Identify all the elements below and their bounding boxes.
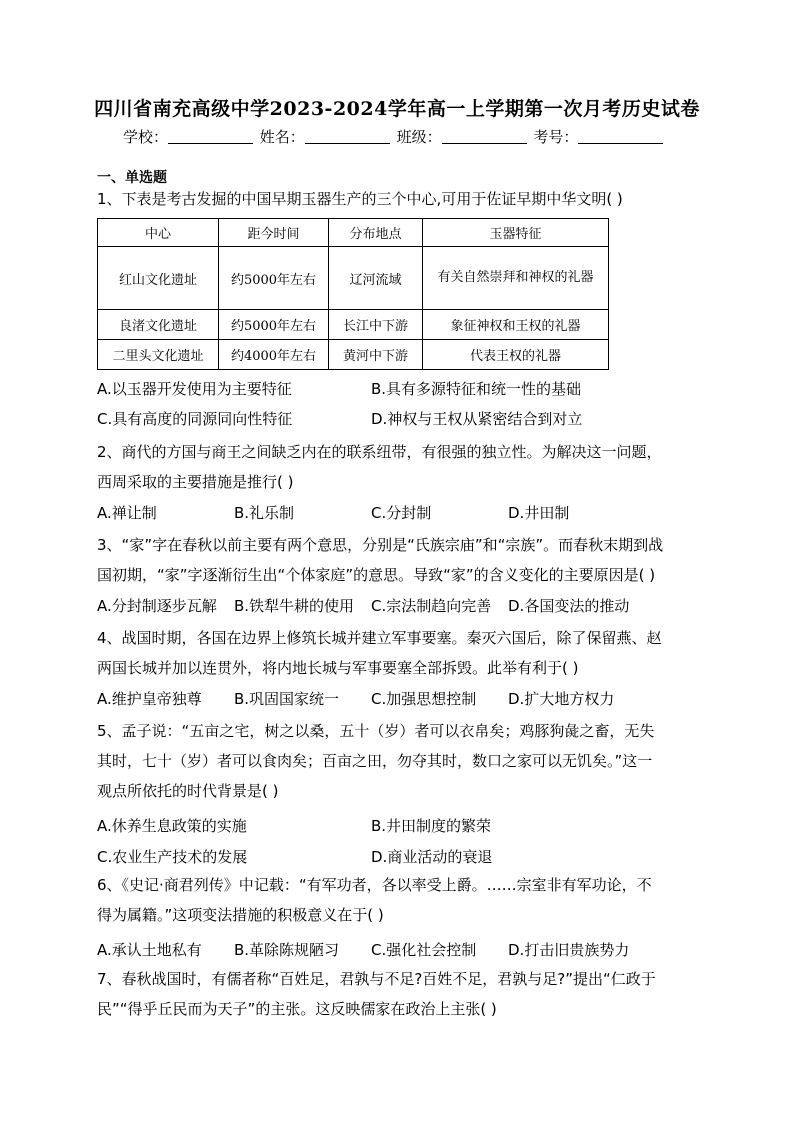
table-header-cell: 玉器特征 [423,219,609,247]
option-d[interactable]: D.神权与王权从紧密结合到对立 [371,410,583,428]
table-cell: 黄河中下游 [329,340,423,370]
option-a[interactable]: A.承认土地私有 [97,941,202,959]
option-a[interactable]: A.分封制逐步瓦解 [97,597,217,615]
option-c[interactable]: C.强化社会控制 [371,941,477,959]
option-d[interactable]: D.井田制 [508,504,570,522]
question-7-line-2: 民”“得乎丘民而为天子”的主张。这反映儒家在政治上主张( ) [97,1000,497,1018]
table-cell: 良渚文化遗址 [98,310,219,340]
question-5-options-row-1 [97,815,697,841]
option-b[interactable]: B.井田制度的繁荣 [371,817,492,835]
option-d[interactable]: D.打击旧贵族势力 [508,941,630,959]
table-row [98,340,609,370]
option-b[interactable]: B.礼乐制 [234,504,295,522]
question-1-options-row-2 [97,408,697,434]
question-2-line-1: 2、商代的方国与商王之间缺乏内在的联系纽带，有很强的独立性。为解决这一问题， [97,443,662,461]
table-header-cell: 距今时间 [219,219,329,247]
option-b[interactable]: B.铁犁牛耕的使用 [234,597,355,615]
question-4-line-2: 两国长城并加以连贯外，将内地长城与军事要塞全部拆毁。此举有利于( ) [97,659,579,677]
question-2-options [97,502,697,528]
option-c[interactable]: C.分封制 [371,504,432,522]
name-blank[interactable] [305,129,390,144]
question-6-line-2: 得为属籍。”这项变法措施的积极意义在于( ) [97,906,384,924]
number-label: 考号： [533,128,579,146]
option-d[interactable]: D.商业活动的衰退 [371,848,493,866]
option-c[interactable]: C.农业生产技术的发展 [97,848,248,866]
question-1-options-row-1 [97,378,697,404]
option-b[interactable]: B.巩固国家统一 [234,690,340,708]
option-a[interactable]: A.以玉器开发使用为主要特征 [97,380,292,398]
table-cell: 代表王权的礼器 [423,340,609,370]
student-info-line [123,126,665,147]
option-c[interactable]: C.宗法制趋向完善 [371,597,492,615]
question-7-line-1: 7、春秋战国时，有儒者称“百姓足，君孰与不足?百姓不足，君孰与足?”提出“仁政于 [97,970,656,988]
option-d[interactable]: D.扩大地方权力 [508,690,615,708]
number-blank[interactable] [578,129,663,144]
table-row [98,247,609,310]
question-3-options [97,595,697,621]
table-cell: 约4000年左右 [219,340,329,370]
option-a[interactable]: A.休养生息政策的实施 [97,817,247,835]
question-1-stem: 1、下表是考古发掘的中国早期玉器生产的三个中心,可用于佐证早期中华文明( ) [97,190,623,208]
question-5-options-row-2 [97,846,697,872]
jade-centers-table [97,218,609,370]
question-4-line-1: 4、战国时期，各国在边界上修筑长城并建立军事要塞。秦灭六国后，除了保留燕、赵 [97,629,662,647]
table-cell: 象征神权和王权的礼器 [423,310,609,340]
question-6-line-1: 6、《史记·商君列传》中记载：“有军功者，各以率受上爵。……宗室非有军功论，不 [97,876,652,894]
exam-title: 四川省南充高级中学2023-2024学年高一上学期第一次月考历史试卷 [94,98,700,120]
table-cell: 有关自然崇拜和神权的礼器 [423,247,609,310]
table-cell: 辽河流域 [329,247,423,310]
table-header-row [98,219,609,247]
table-header-cell: 分布地点 [329,219,423,247]
question-5-line-3: 观点所依托的时代背景是( ) [97,782,279,800]
class-label: 班级： [396,128,442,146]
school-label: 学校： [123,128,169,146]
table-cell: 红山文化遗址 [98,247,219,310]
option-c[interactable]: C.具有高度的同源同向性特征 [97,410,293,428]
question-5-line-2: 其时，七十（岁）者可以食肉矣；百亩之田，勿夺其时，数口之家可以无饥矣。”这一 [97,752,653,770]
question-3-line-1: 3、“家”字在春秋以前主要有两个意思，分别是“氏族宗庙”和“宗族”。而春秋末期到战 [97,536,664,554]
question-2-line-2: 西周采取的主要措施是推行( ) [97,473,294,491]
question-3-line-2: 国初期，“家”字逐渐衍生出“个体家庭”的意思。导致“家”的含义变化的主要原因是( ) [97,566,656,584]
option-b[interactable]: B.革除陈规陋习 [234,941,340,959]
question-4-options [97,688,697,714]
table-cell: 长江中下游 [329,310,423,340]
table-cell: 约5000年左右 [219,247,329,310]
question-5-line-1: 5、孟子说：“五亩之宅，树之以桑，五十（岁）者可以衣帛矣；鸡豚狗彘之畜，无失 [97,722,655,740]
table-header-cell: 中心 [98,219,219,247]
table-cell: 约5000年左右 [219,310,329,340]
table-row [98,310,609,340]
option-a[interactable]: A.维护皇帝独尊 [97,690,202,708]
name-label: 姓名： [259,128,305,146]
option-c[interactable]: C.加强思想控制 [371,690,477,708]
section-heading: 一、单选题 [97,170,167,186]
option-b[interactable]: B.具有多源特征和统一性的基础 [371,380,582,398]
question-6-options [97,939,697,965]
class-blank[interactable] [442,129,527,144]
school-blank[interactable] [168,129,253,144]
option-a[interactable]: A.禅让制 [97,504,157,522]
option-d[interactable]: D.各国变法的推动 [508,597,630,615]
table-cell: 二里头文化遗址 [98,340,219,370]
